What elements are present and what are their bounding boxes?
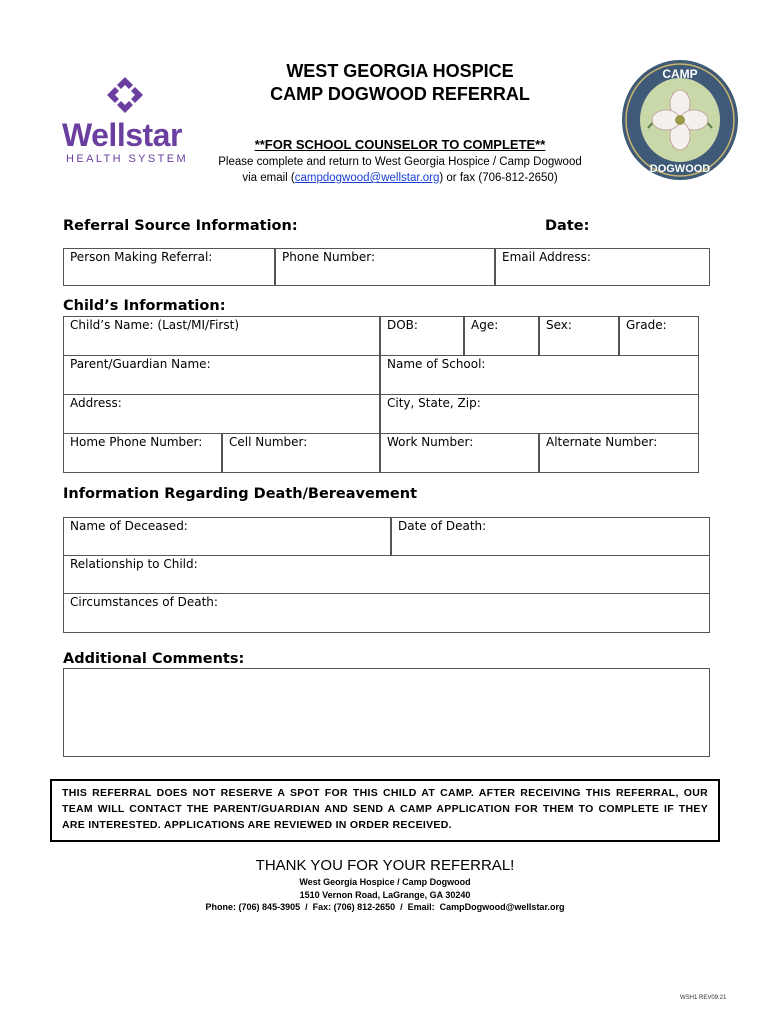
circumstances-field[interactable]: Circumstances of Death: (63, 593, 710, 633)
deceased-name-field[interactable]: Name of Deceased: (63, 517, 391, 556)
age-field[interactable]: Age: (464, 316, 539, 356)
email-link[interactable]: campdogwood@wellstar.org (294, 172, 440, 184)
footer-address: 1510 Vernon Road, LaGrange, GA 30240 (299, 890, 471, 900)
counselor-subtitle: **FOR SCHOOL COUNSELOR TO COMPLETE** (254, 137, 546, 152)
email-address-field[interactable]: Email Address: (495, 248, 710, 286)
instructions-line-1: Please complete and return to West Georgia Hospice / Camp Dogwood (218, 156, 582, 168)
relationship-field[interactable]: Relationship to Child: (63, 555, 710, 594)
bereavement-heading: Information Regarding Death/Bereavement (63, 486, 418, 502)
cell-number-field[interactable]: Cell Number: (222, 433, 380, 473)
camp-dogwood-badge (620, 58, 740, 182)
badge-bottom-text: DOGWOOD (649, 163, 711, 175)
grade-field[interactable]: Grade: (619, 316, 699, 356)
date-of-death-field[interactable]: Date of Death: (391, 517, 710, 556)
child-name-field[interactable]: Child’s Name: (Last/MI/First) (63, 316, 380, 356)
school-name-field[interactable]: Name of School: (380, 355, 699, 395)
parent-guardian-field[interactable]: Parent/Guardian Name: (63, 355, 380, 395)
city-state-zip-field[interactable]: City, State, Zip: (380, 394, 699, 434)
address-field[interactable]: Address: (63, 394, 380, 434)
additional-comments-field[interactable] (63, 668, 710, 757)
work-number-field[interactable]: Work Number: (380, 433, 539, 473)
sex-field[interactable]: Sex: (539, 316, 619, 356)
logo-wordmark: Wellstar (62, 117, 182, 153)
home-phone-field[interactable]: Home Phone Number: (63, 433, 222, 473)
instructions-line-2: via email (campdogwood@wellstar.org) or fax (706-812-2650) (242, 172, 558, 184)
alternate-number-field[interactable]: Alternate Number: (539, 433, 699, 473)
phone-number-field[interactable]: Phone Number: (275, 248, 495, 286)
additional-comments-heading: Additional Comments: (63, 651, 245, 667)
date-label: Date: (545, 218, 590, 234)
dob-field[interactable]: DOB: (380, 316, 464, 356)
logo-subtitle: HEALTH SYSTEM (66, 153, 189, 165)
childs-information-heading: Child’s Information: (63, 298, 226, 314)
disclaimer-box: THIS REFERRAL DOES NOT RESERVE A SPOT FOR THIS CHILD AT CAMP. AFTER RECEIVING THIS REFERRAL, OUR TEAM WILL CONTACT THE PARENT/GUARDIAN AND SEND A CAMP APPLICATION FOR THEM TO COMPLETE IF THEY ARE INTERESTED. APPLICATIONS ARE REVIEWED IN ORDER RECEIVED. (50, 779, 720, 842)
footer-org: West Georgia Hospice / Camp Dogwood (299, 877, 471, 887)
person-making-referral-field[interactable]: Person Making Referral: (63, 248, 275, 286)
wellstar-mark-icon (105, 75, 145, 115)
title-line-2: CAMP DOGWOOD REFERRAL (270, 84, 530, 104)
badge-top-text: CAMP (662, 67, 698, 81)
referral-source-heading: Referral Source Information: (63, 218, 298, 234)
thank-you-text: THANK YOU FOR YOUR REFERRAL! (255, 857, 515, 874)
footer-contact: Phone: (706) 845-3905 / Fax: (706) 812-2650 / Email: CampDogwood@wellstar.org (205, 902, 565, 912)
title-line-1: WEST GEORGIA HOSPICE (286, 61, 514, 81)
form-code: WSH1 REV09.21 (680, 995, 727, 1001)
wellstar-logo (60, 75, 190, 170)
